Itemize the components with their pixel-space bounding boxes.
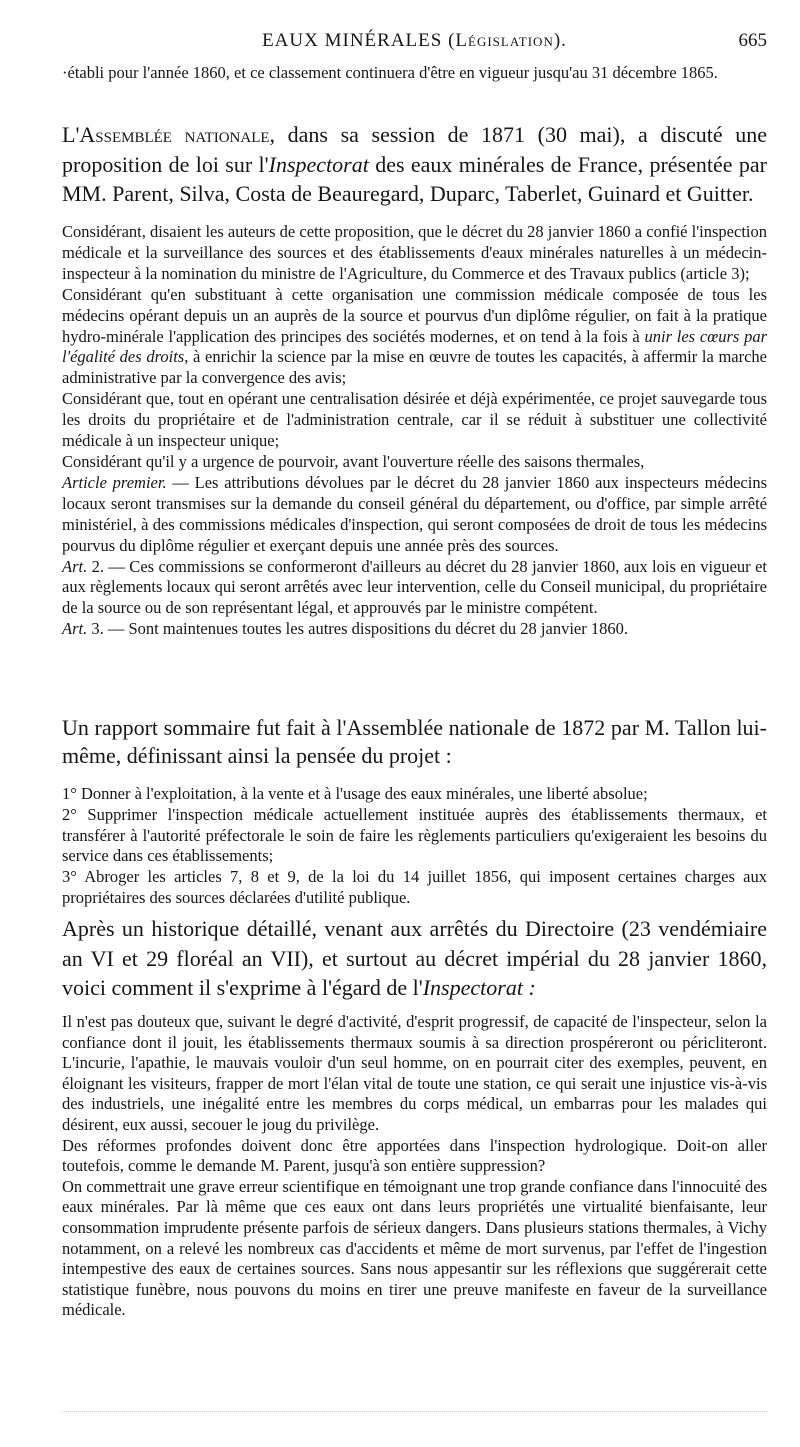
- intro-paragraph: [62, 62, 767, 106]
- running-header: [62, 30, 767, 54]
- assemblee-text-b: des eaux minérales de France, présentée par MM. Parent, Silva, Costa de Beauregard, Duparc, Taberlet, Guinard et Guitter.: [62, 151, 767, 206]
- assemblee-italic: Inspectorat: [268, 151, 369, 177]
- article-1-text: — Les attributions dévolues par le décret du 28 janvier 1860 aux inspecteurs médecins locaux seront transmises sur la demande du conseil général du département, ou d'office, par simple arrêté ministériel, à des commissions médicales d'inspection, qui seront composées de droit de tous les médecins pourvus du diplôme régulier et exerçant depuis une année près des sources.: [62, 472, 767, 555]
- intro-text: ·établi pour l'année 1860, et ce classement continuera d'être en vigueur jusqu'au 31 décembre 1865.: [62, 63, 718, 82]
- article-2-text: 2. — Ces commissions se conformeront d'ailleurs au décret du 28 janvier 1860, aux lois en vigueur et aux règlements locaux qui seront arrêtés avec leur intervention, celle du Conseil municipal, du propriétaire de la source ou de son représentant légal, et approuvés par le ministre compétent.: [62, 556, 767, 618]
- title-main: EAUX MINÉRALES (: [262, 30, 456, 51]
- quote-block: [62, 1012, 767, 1352]
- considerant-2-b: , à enrichir la science par la mise en œuvre de toutes les capacités, à affermir la marche administrative par la convergence des avis;: [62, 347, 767, 388]
- historique-italic: Inspectorat :: [422, 975, 536, 1000]
- rapport-points: [62, 784, 767, 910]
- title-smallcaps: Législation: [455, 30, 554, 51]
- article-1-label: Article premier.: [62, 472, 167, 492]
- assemblee-text: [62, 120, 767, 209]
- article-3-text: 3. — Sont maintenues toutes les autres dispositions du décret du 28 janvier 1860.: [87, 619, 628, 639]
- proposition-block: [62, 222, 767, 700]
- considerant-2-italic: unir les cœurs par l'égalité des droits: [62, 326, 767, 367]
- rapport-paragraph: [62, 714, 767, 774]
- rapport-text: Un rapport sommaire fut fait à l'Assemblée nationale de 1872 par M. Tallon lui-même, définissant ainsi la pensée du projet :: [62, 715, 767, 768]
- assemblee-paragraph: [62, 120, 767, 208]
- article-3: [62, 619, 767, 640]
- article-2: [62, 557, 767, 620]
- historique-text: [62, 914, 767, 1003]
- quote-paragraph-3: On commettrait une grave erreur scientifique en témoignant une trop grande confiance dans l'innocuité des eaux minérales. Par là même que ces eaux ont dans leurs propriétés une virtualité bienfaisante, leur consommation imprudente présente parfois de sérieux dangers. Dans plusieurs stations thermales, à Vichy notamment, on a relevé les nombreux cas d'accidents et même de mort survenus, par l'effet de l'ingestion intempestive des eaux de certaines sources. Sans nous appesantir sur les réflexions que suggérerait cette statistique funèbre, nous pouvons du moins en tirer une preuve manifeste en faveur de la surveillance médicale.: [62, 1176, 767, 1320]
- point-3: 3° Abroger les articles 7, 8 et 9, de la loi du 14 juillet 1856, qui imposent certaines charges aux propriétaires des sources déclarées d'utilité publique.: [62, 867, 767, 907]
- considerant-2-a: Considérant qu'en substituant à cette organisation une commission médicale composée de tous les médecins opérant depuis un an auprès de la source et pourvus d'un diplôme régulier, on fait à la pratique hydro-minérale l'application des principes des sociétés modernes, et on tend à la fois à: [62, 284, 767, 346]
- considerant-3: Considérant que, tout en opérant une centralisation désirée et déjà expérimentée, ce projet sauvegarde tous les droits du propriétaire et de l'administration centrale, car il se réduit à substituer une collectivité médicale à un inspecteur unique;: [62, 389, 767, 451]
- title-end: ).: [553, 30, 567, 51]
- page-number: 665: [738, 30, 767, 51]
- considerant-2: [62, 285, 767, 390]
- historique-paragraph: [62, 914, 767, 1004]
- considerant-1: Considérant, disaient les auteurs de cette proposition, que le décret du 28 janvier 1860 a confié l'inspection médicale et la surveillance des sources et des établissements d'eaux minérales naturelles à un médecin-inspecteur à la nomination du ministre de l'Agriculture, du Commerce et des Travaux publics (article 3);: [62, 222, 767, 283]
- article-1: [62, 473, 767, 557]
- point-2: 2° Supprimer l'inspection médicale actuellement instituée auprès des établissements thermaux, et transférer à l'autorité préfectorale le soin de faire les règlements particuliers qu'exigeraient les besoins du service dans ces établissements;: [62, 804, 767, 866]
- running-title: [62, 30, 767, 52]
- quote-paragraph-1: Il n'est pas douteux que, suivant le degré d'activité, d'esprit progressif, de capacité de l'inspecteur, selon la confiance dont il jouit, les établissements thermaux soumis à sa direction prospéreront ou péricliteront. L'incurie, l'apathie, le mauvais vouloir d'un seul homme, on en pourrait citer des exemples, peuvent, en éloignant les visiteurs, frapper de mort l'élan vital de toute une station, ce qui serait une injustice vis-à-vis des industriels, une inégalité entre les membres du corps médical, un embarras pour les malades qui désirent, eux aussi, secouer le joug du privilège.: [62, 1012, 767, 1134]
- assemblee-lead: L'Assemblée nationale,: [62, 122, 276, 147]
- considerant-4: Considérant qu'il y a urgence de pourvoir, avant l'ouverture réelle des saisons thermales,: [62, 451, 645, 471]
- assemblee-text-a: dans sa session de 1871 (30 mai), a discuté une proposition de loi sur l': [62, 122, 768, 177]
- article-2-label: Art.: [62, 556, 88, 576]
- bottom-rule: [62, 1411, 767, 1418]
- article-3-label: Art.: [62, 619, 88, 639]
- quote-paragraph-2: Des réformes profondes doivent donc être apportées dans l'inspection hydrologique. Doit-on aller toutefois, comme le demande M. Parent, jusqu'à son entière suppression?: [62, 1135, 767, 1176]
- point-1: 1° Donner à l'exploitation, à la vente et à l'usage des eaux minérales, une liberté absolue;: [62, 784, 648, 803]
- historique-a: Après un historique détaillé, venant aux arrêtés du Directoire (23 vendémiaire an VI et 29 floréal an VII), et surtout au décret impérial du 28 janvier 1860, voici comment il s'exprime à l'égard de l': [62, 916, 767, 1000]
